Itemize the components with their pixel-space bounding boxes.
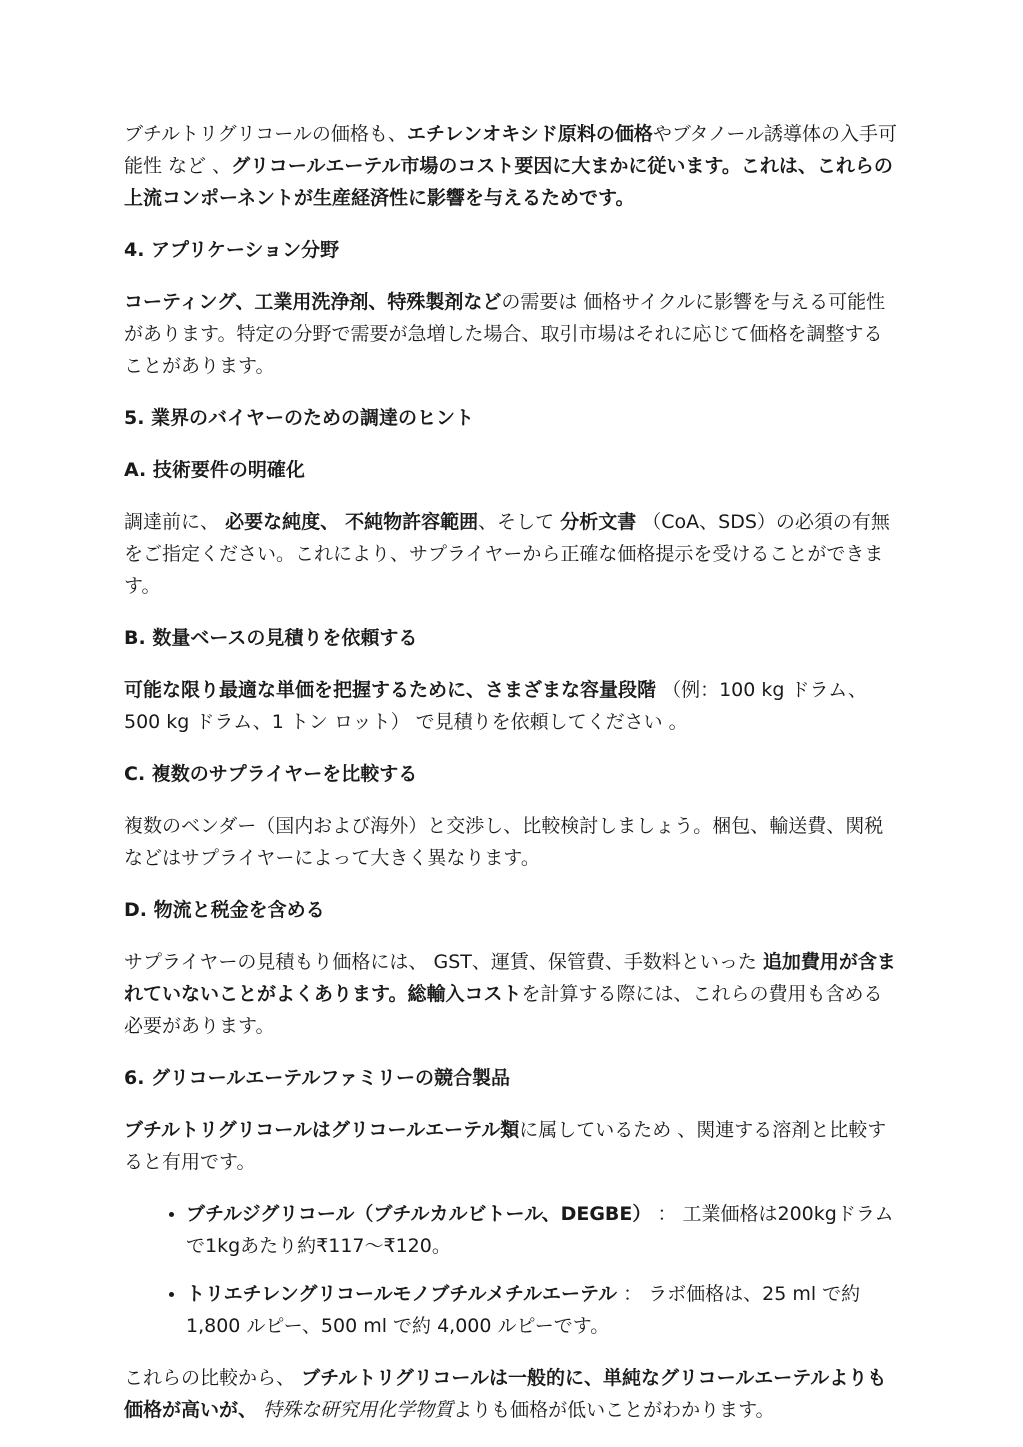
section-heading-6: 6. グリコールエーテルファミリーの競合製品 xyxy=(124,1067,510,1089)
text-run: ： ラボ価格は、25 ml で約 1,800 ルピー、500 ml で約 4,000 ルピーです。 xyxy=(186,1283,861,1337)
subheading-d: D. 物流と税金を含める xyxy=(124,899,325,921)
section-heading-5: 5. 業界のバイヤーのための調達のヒント xyxy=(124,407,475,429)
italic-run: 特殊な研究用化学物質 xyxy=(263,1399,454,1421)
text-run: ： 工業価格は200kgドラムで1kgあたり約₹117～₹120。 xyxy=(186,1203,894,1257)
bold-run: ブチルトリグリコールはグリコールエーテル類 xyxy=(124,1119,520,1141)
paragraph-logistics-taxes xyxy=(124,946,899,1042)
subheading-a: A. 技術要件の明確化 xyxy=(124,459,305,481)
bold-run: コーティング、工業用洗浄剤、特殊製剤など xyxy=(124,291,502,313)
bold-run: トリエチレングリコールモノブチルメチルエーテル xyxy=(186,1283,618,1305)
text-run: これらの比較から、 xyxy=(124,1367,296,1389)
bold-run: ブチルトリグリコールは一般的に、単純なグリコールエーテルよりも価格が高いが、 xyxy=(124,1367,887,1421)
text-run: ブチルトリグリコールの価格も、 xyxy=(124,123,407,145)
bold-run: 不純物許容範囲 xyxy=(345,511,479,533)
list-item xyxy=(186,1198,899,1262)
bold-run: 必要な純度、 xyxy=(225,511,340,533)
paragraph-technical-requirements xyxy=(124,506,899,602)
subheading-c: C. 複数のサプライヤーを比較する xyxy=(124,763,418,785)
bold-run: グリコールエーテル市場のコスト要因に大まかに従います。これは、これらの上流コンポーネントが生産経済性に影響を与えるためです。 xyxy=(124,155,893,209)
paragraph-applications xyxy=(124,286,899,382)
bold-run: 分析文書 xyxy=(560,511,637,533)
bold-run: ブチルジグリコール（ブチルカルビトール、DEGBE） xyxy=(186,1203,652,1225)
paragraph-compare-suppliers: 複数のベンダー（国内および海外）と交渉し、比較検討しましょう。梱包、輸送費、関税などはサプライヤーによって大きく異なります。 xyxy=(124,815,884,869)
text-run: よりも価格が低いことがわかります。 xyxy=(453,1399,775,1421)
bold-run: 追加費用が含まれていないことがよくあります。総輸入コスト xyxy=(124,951,896,1005)
paragraph-competitors-intro xyxy=(124,1114,899,1178)
text-run: に属しているため 、関連する溶剤と比較すると有用です。 xyxy=(124,1119,887,1173)
paragraph-conclusion xyxy=(124,1362,899,1426)
text-run: （CoA、SDS）の必須の有無をご指定ください。これにより、サプライヤーから正確な価格提示を受けることができます。 xyxy=(124,511,890,597)
bold-run: エチレンオキシド原料の価格 xyxy=(406,123,653,145)
section-heading-4: 4. アプリケーション分野 xyxy=(124,239,340,261)
text-run: やブタノール誘導体の入手可能性 など 、 xyxy=(124,123,898,177)
paragraph-quantity-quotes xyxy=(124,674,899,738)
text-run: 調達前に、 xyxy=(124,511,220,533)
subheading-b: B. 数量ベースの見積りを依頼する xyxy=(124,627,418,649)
paragraph-price-drivers xyxy=(124,118,899,214)
text-run: の需要は 価格サイクルに影響を与える可能性があります。特定の分野で需要が急増した場合、取引市場はそれに応じて価格を調整することがあります。 xyxy=(124,291,886,377)
competitor-list xyxy=(124,1198,899,1342)
text-run: サプライヤーの見積もり価格には、 GST、運賃、保管費、手数料といった xyxy=(124,951,757,973)
text-run: を計算する際には、これらの費用も含める必要があります。 xyxy=(124,983,883,1037)
text-run: 、そして xyxy=(478,511,555,533)
text-run: （例：100 kg ドラム、500 kg ドラム、1 トン ロット） で見積りを依頼してください 。 xyxy=(124,679,867,733)
bold-run: 可能な限り最適な単価を把握するために、さまざまな容量段階 xyxy=(124,679,657,701)
list-item xyxy=(186,1278,899,1342)
